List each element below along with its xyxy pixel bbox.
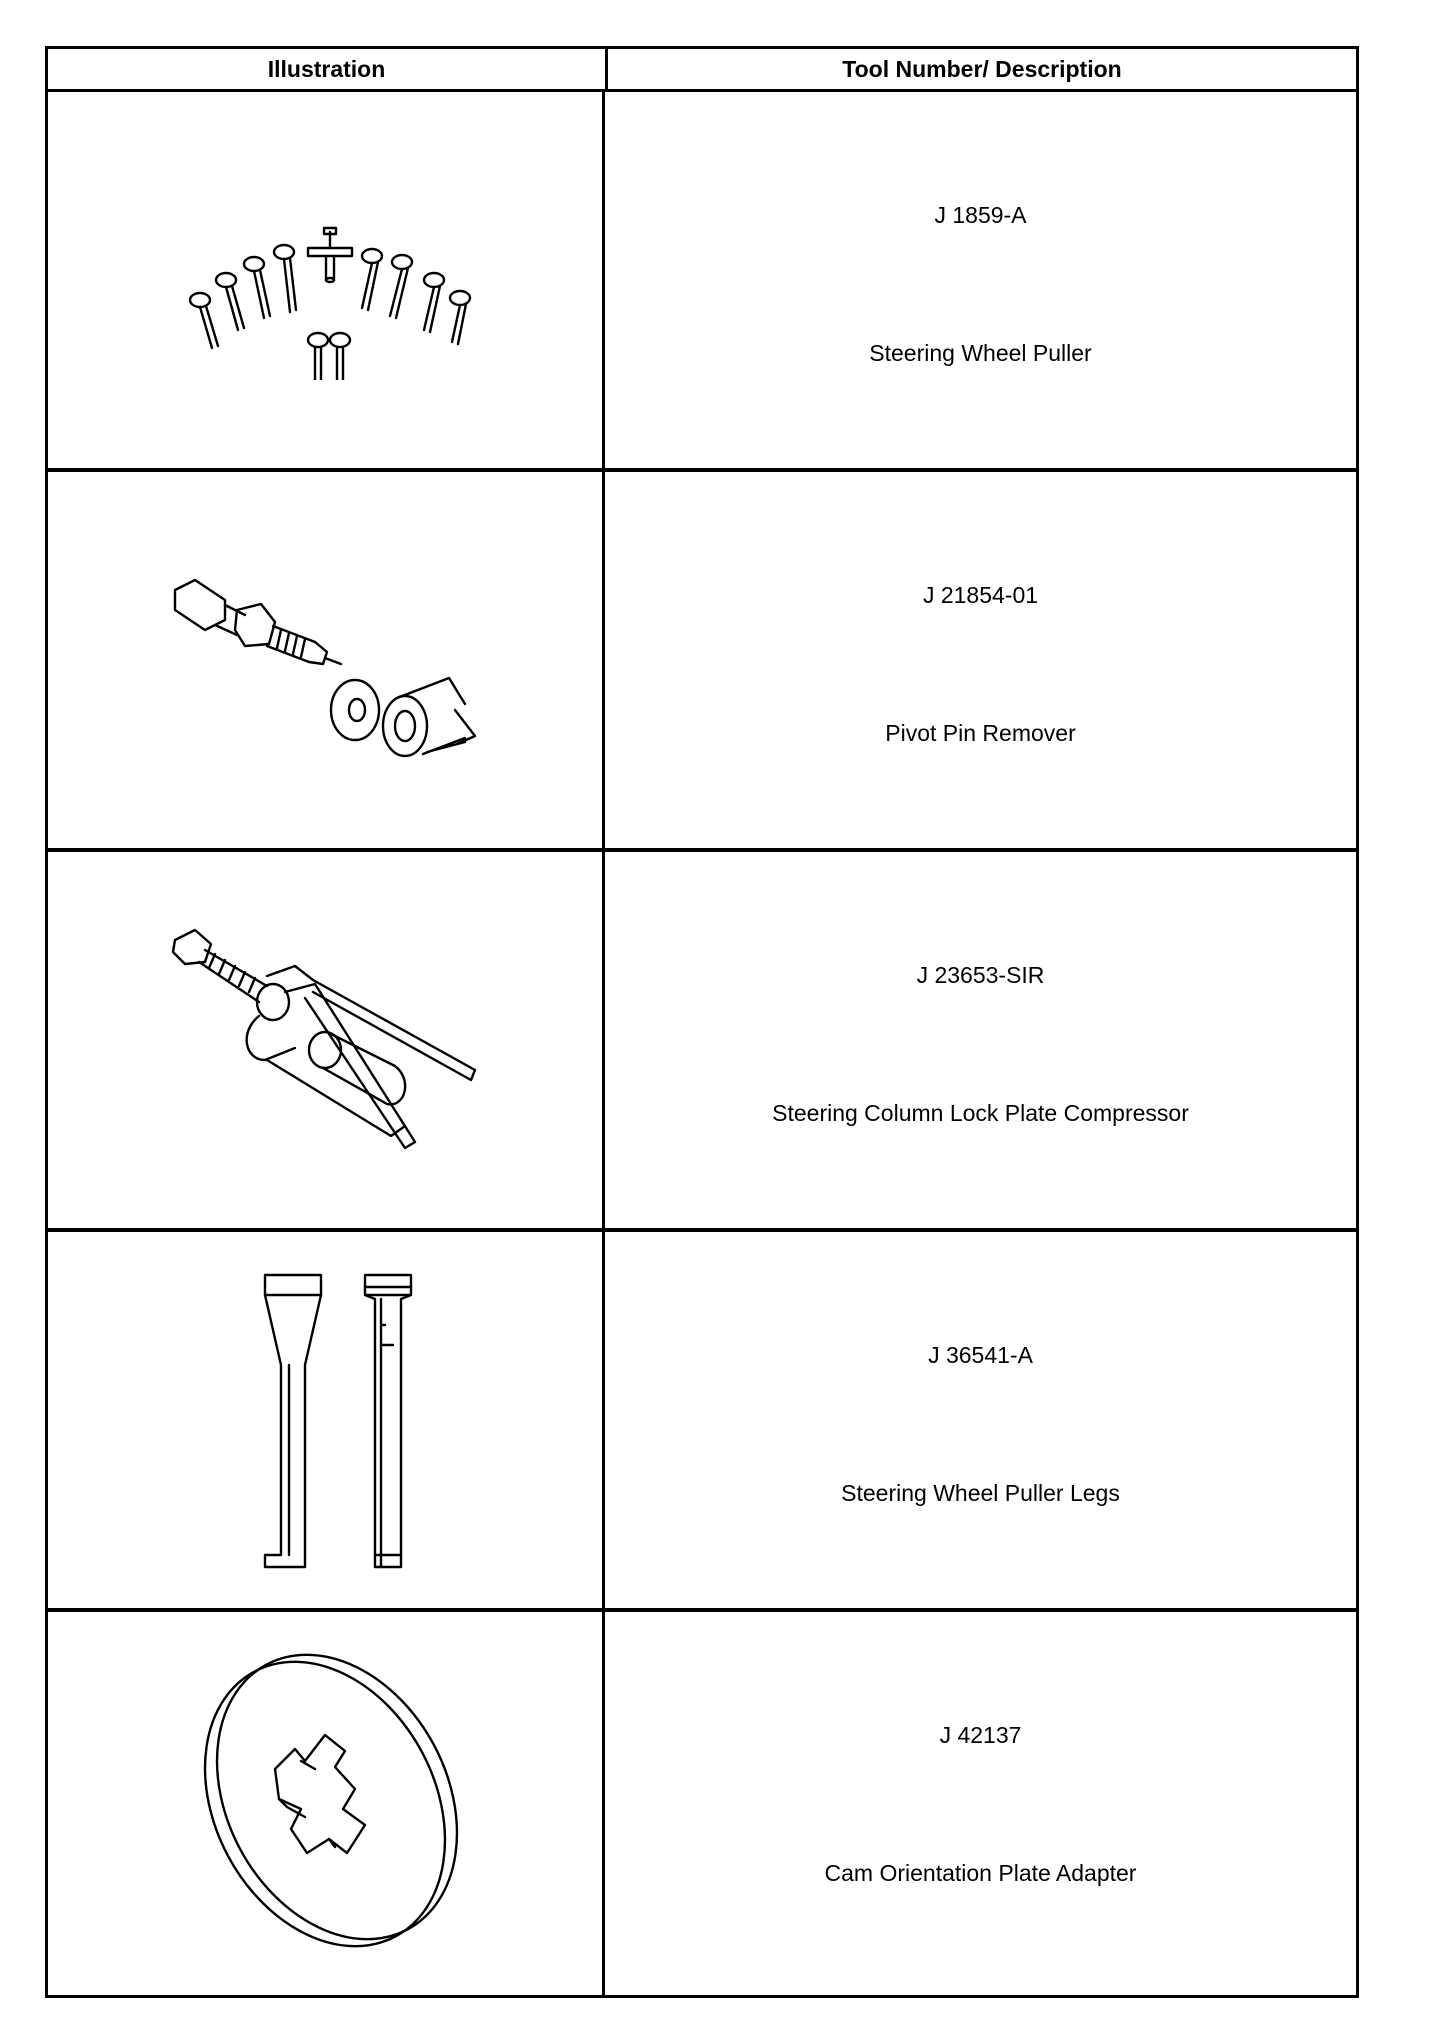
table-row bbox=[48, 1232, 1356, 1612]
tool-description-cell bbox=[605, 1612, 1356, 1995]
tool-number: J 21854-01 bbox=[922, 582, 1039, 608]
pivot-pin-remover-icon bbox=[165, 560, 485, 760]
tool-description: Steering Column Lock Plate Compressor bbox=[772, 1100, 1189, 1126]
tool-number: J 42137 bbox=[939, 1722, 1022, 1748]
table-row bbox=[48, 852, 1356, 1232]
tool-number: J 23653-SIR bbox=[916, 962, 1045, 988]
illustration-cell bbox=[48, 92, 605, 468]
illustration-cell bbox=[48, 852, 605, 1228]
bolt-set-icon bbox=[160, 180, 490, 380]
table-row bbox=[48, 92, 1356, 472]
table-header bbox=[48, 49, 1356, 92]
illustration-cell bbox=[48, 472, 605, 848]
tool-description: Cam Orientation Plate Adapter bbox=[824, 1860, 1137, 1886]
tool-description: Steering Wheel Puller Legs bbox=[841, 1480, 1120, 1506]
tool-description: Pivot Pin Remover bbox=[885, 720, 1076, 746]
tool-number: J 36541-A bbox=[928, 1342, 1033, 1368]
tool-table bbox=[45, 46, 1359, 1998]
illustration-cell bbox=[48, 1612, 605, 1995]
tool-number: J 1859-A bbox=[934, 202, 1027, 228]
tool-description-cell bbox=[605, 472, 1356, 848]
tool-description-cell bbox=[605, 92, 1356, 468]
table-row bbox=[48, 1612, 1356, 1995]
lock-plate-compressor-icon bbox=[155, 920, 495, 1160]
header-tool-number-description: Tool Number/ Description bbox=[842, 55, 1122, 82]
puller-legs-icon bbox=[225, 1255, 425, 1585]
illustration-cell bbox=[48, 1232, 605, 1608]
tool-description-cell bbox=[605, 852, 1356, 1228]
table-row bbox=[48, 472, 1356, 852]
tool-description-cell bbox=[605, 1232, 1356, 1608]
cam-plate-adapter-icon bbox=[175, 1639, 475, 1969]
tool-description: Steering Wheel Puller bbox=[869, 340, 1092, 366]
header-illustration: Illustration bbox=[48, 49, 608, 89]
